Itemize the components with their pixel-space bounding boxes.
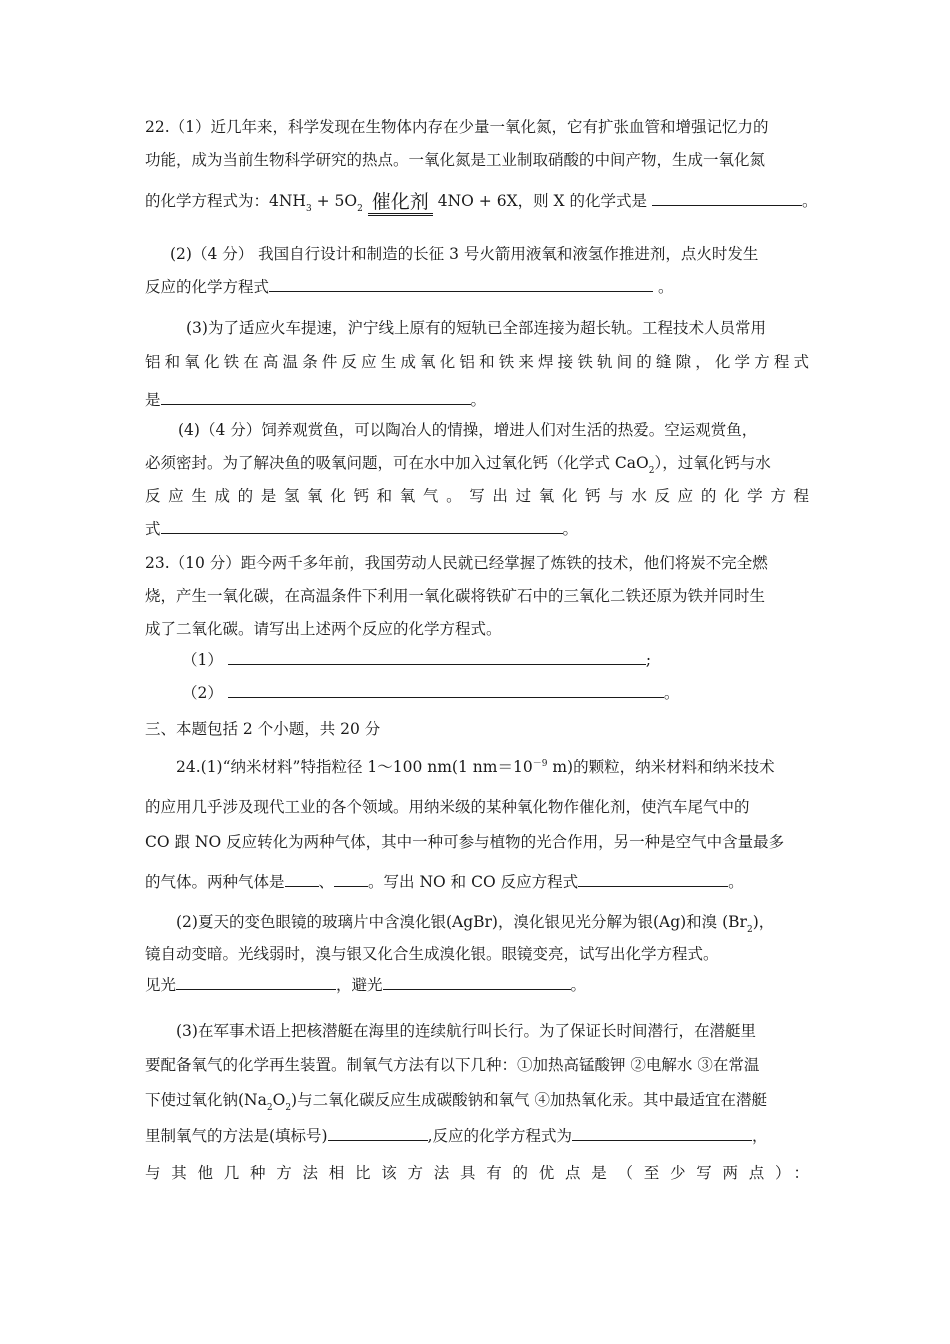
q24-3-line-4: 里制氧气的方法是(填标号) ,反应的化学方程式为 ，	[145, 1127, 768, 1145]
answer-blank-q23-2[interactable]	[228, 683, 664, 698]
answer-blank-q24-gas-1[interactable]	[285, 872, 319, 887]
q24-3-line-3: 下使过氧化钠$(Na_2O_2)$与二氧化碳反应生成碳酸钠和氧气 ④加热氧化汞。其中最适宜在潜艇	[145, 1091, 768, 1113]
q24-3-line-1: (3)在军事术语上把核潜艇在海里的连续航行叫长行。为了保证长时间潜行，在潜艇里	[176, 1022, 756, 1040]
q22-line-1: 22.（1）近几年来，科学发现在生物体内存在少量一氧化氮，它有扩张血管和增强记忆力的	[145, 118, 769, 136]
q22-3-line-3: 是 。	[145, 391, 487, 409]
q23-answer-2: （2） 。	[182, 684, 680, 702]
q24-2-line-1: (2)夏天的变色眼镜的玻璃片中含溴化银(AgBr)，溴化银见光分解为银(Ag)和溴 $(Br_2)$，	[176, 913, 775, 935]
section-3-heading: 三、本题包括 2 个小题，共 20 分	[145, 720, 381, 738]
q22-3-line-1: (3)为了适应火车提速，沪宁线上原有的短轨已全部连接为超长轨。工程技术人员常用	[186, 319, 766, 337]
catalyst-condition: 催化剂	[368, 191, 433, 216]
q23-answer-1: （1） ;	[182, 651, 652, 669]
q24-1-line-2: 的应用几乎涉及现代工业的各个领域。用纳米级的某种氧化物作催化剂，使汽车尾气中的	[145, 798, 750, 816]
q22-4-line-2: 必须密封。为了解决鱼的吸氧问题，可在水中加入过氧化钙（化学式 CaO$_2$），过氧化钙与水	[145, 454, 771, 476]
answer-blank-dark[interactable]	[383, 975, 571, 990]
answer-blank-q22-3[interactable]	[161, 390, 471, 405]
q24-1-line-3: CO 跟 NO 反应转化为两种气体，其中一种可参与植物的光合作用，另一种是空气中含量最多	[145, 833, 785, 851]
q24-2-line-3: 见光 ，避光 。	[145, 976, 587, 994]
q22-4-line-3: 反应生成的是氢氧化钙和氧气。写出过氧化钙与水反应的化学方程	[145, 487, 809, 505]
q22-2-line-2: 反应的化学方程式 。	[145, 278, 674, 296]
q23-line-1: 23.（10 分）距今两千多年前，我国劳动人民就已经掌握了炼铁的技术，他们将炭不完全燃	[145, 554, 768, 572]
answer-blank-q24-method[interactable]	[328, 1126, 428, 1141]
q22-2-line-1: (2)（4 分） 我国自行设计和制造的长征 3 号火箭用液氧和液氢作推进剂，点火时发生	[170, 245, 759, 263]
q24-2-line-2: 镜自动变暗。光线弱时，溴与银又化合生成溴化银。眼镜变亮，试写出化学方程式。	[145, 945, 719, 963]
q23-line-3: 成了二氧化碳。请写出上述两个反应的化学方程式。	[145, 620, 502, 638]
q24-3-line-2: 要配备氧气的化学再生装置。制氧气方法有以下几种：①加热高锰酸钾 ②电解水 ③在常温	[145, 1056, 760, 1074]
q24-1-line-1: 24.(1)“纳米材料”特指粒径 1～100 nm(1 $nm=10^{-9}$ m)的颗粒，纳米材料和纳米技术	[176, 758, 775, 776]
q22-4-line-1: (4)（4 分）饲养观赏鱼，可以陶冶人的情操，增进人们对生活的热爱。空运观赏鱼，	[178, 421, 758, 439]
q22-3-line-2: 铝和氧化铁在高温条件反应生成氧化铝和铁来焊接铁轨间的缝隙，化学方程式	[145, 353, 809, 371]
answer-blank-q22-1[interactable]	[652, 191, 802, 206]
answer-blank-q22-2[interactable]	[269, 277, 653, 292]
answer-blank-q24-equation[interactable]	[578, 872, 728, 887]
answer-blank-q22-4[interactable]	[161, 519, 563, 534]
q23-line-2: 烧，产生一氧化碳，在高温条件下利用一氧化碳将铁矿石中的三氧化二铁还原为铁并同时生	[145, 587, 766, 605]
q24-1-line-4: 的气体。两种气体是 、 。写出 NO 和 CO 反应方程式 。	[145, 873, 744, 891]
answer-blank-q24-3-equation[interactable]	[572, 1126, 752, 1141]
q22-4-line-4: 式 。	[145, 520, 579, 538]
answer-blank-q24-gas-2[interactable]	[334, 872, 368, 887]
q22-equation-line: 的化学方程式为：$4NH_3 + 5O_2$ 催化剂 4NO + 6X，则 X 的化学式是 。	[145, 191, 818, 214]
answer-blank-light[interactable]	[176, 975, 336, 990]
answer-blank-q23-1[interactable]	[228, 650, 646, 665]
q24-3-line-5: 与其他几种方法相比该方法具有的优点是（至少写两点）：	[145, 1164, 809, 1182]
q22-line-2: 功能，成为当前生物科学研究的热点。一氧化氮是工业制取硝酸的中间产物，生成一氧化氮	[145, 151, 766, 169]
